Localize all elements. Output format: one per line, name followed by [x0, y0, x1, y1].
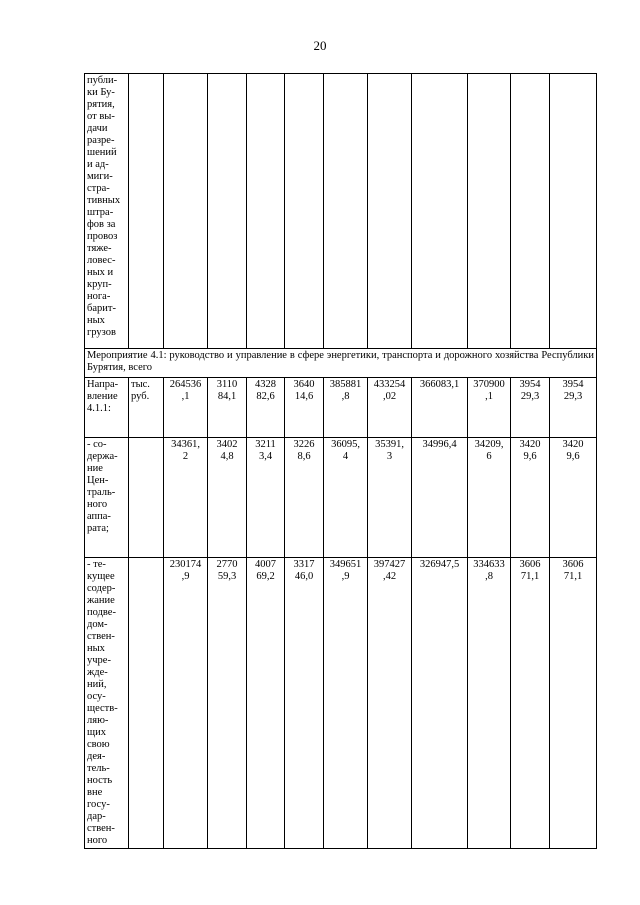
row-name-cell-line: траль-: [87, 487, 116, 498]
value-cell-line: 3606: [562, 559, 584, 570]
value-cell-line: ,02: [382, 391, 397, 402]
empty-cell: [511, 74, 550, 349]
value-cell: [412, 438, 468, 558]
row-name-cell: [85, 438, 129, 558]
row-name-cell-line: ляю-: [87, 715, 109, 726]
row-name-cell-line: рата;: [87, 523, 109, 534]
row-name-cell-line: жание: [87, 595, 115, 606]
value-cell-line: 2770: [216, 559, 238, 570]
row-name-cell: [85, 378, 129, 438]
row-name-cell-line: ки Бу-: [87, 87, 115, 98]
value-cell-line: 84,1: [217, 391, 237, 402]
value-cell: [285, 438, 324, 558]
row-name-cell-line: ние: [87, 463, 103, 474]
value-cell-line: 3954: [562, 379, 584, 390]
value-cell: [208, 378, 247, 438]
value-cell-line: 59,3: [217, 571, 237, 582]
value-cell-line: ,8: [485, 571, 493, 582]
value-cell: [324, 378, 368, 438]
row-name-cell-line: фов за: [87, 219, 116, 230]
value-cell-line: ,9: [341, 571, 350, 582]
value-cell-line: 69,2: [256, 571, 275, 582]
value-cell-line: ,1: [485, 391, 493, 402]
value-cell-line: 34361,: [171, 439, 200, 450]
value-cell-line: 3420: [519, 439, 541, 450]
row-name-cell-line: барит-: [87, 303, 116, 314]
row-name-cell-line: Напра-: [87, 379, 119, 390]
row-name-cell-line: учре-: [87, 655, 111, 666]
value-cell-line: 3110: [216, 379, 238, 390]
row-name-cell-line: Цен-: [87, 475, 109, 486]
value-cell: [164, 378, 208, 438]
row-name-cell-line: госу-: [87, 799, 110, 810]
unit-cell: [129, 378, 164, 438]
value-cell-line: ,1: [181, 391, 190, 402]
value-cell-line: ,8: [341, 391, 350, 402]
value-cell-line: 397427: [373, 559, 406, 570]
row-name-cell-line: нога-: [87, 291, 111, 302]
row-name-cell-line: ловес-: [87, 255, 116, 266]
row-name-cell-line: штра-: [87, 207, 114, 218]
row-name-cell-line: - со-: [87, 439, 107, 450]
value-cell: [550, 378, 597, 438]
row-name-cell-line: тивных: [87, 195, 121, 206]
row-name-cell-line: тяже-: [87, 243, 112, 254]
row-name-cell-line: ществ-: [87, 703, 118, 714]
value-cell-line: 370900: [473, 379, 505, 390]
value-cell-line: 14,6: [294, 391, 314, 402]
value-cell-line: 230174: [169, 559, 202, 570]
row-name-cell-line: щих: [87, 727, 106, 738]
value-cell: [324, 438, 368, 558]
value-cell-line: 366083,1: [419, 379, 460, 390]
table-row: [85, 438, 597, 558]
value-cell: [247, 378, 285, 438]
row-name-cell-line: ных: [87, 315, 105, 326]
value-cell: [247, 438, 285, 558]
row-name-cell-line: дом-: [87, 619, 108, 630]
value-cell: [412, 378, 468, 438]
empty-cell: [368, 74, 412, 349]
value-cell: [550, 438, 597, 558]
value-cell: [511, 438, 550, 558]
row-name-cell-line: осу-: [87, 691, 106, 702]
row-name-cell-line: рятия,: [87, 99, 115, 110]
value-cell-line: 34209,: [474, 439, 504, 450]
row-name-cell-line: держа-: [87, 451, 118, 462]
value-cell-line: 46,0: [294, 571, 314, 582]
empty-cell: [285, 74, 324, 349]
value-cell: [468, 378, 511, 438]
empty-cell: [208, 74, 247, 349]
value-cell-line: 385881: [329, 379, 362, 390]
budget-table: [84, 73, 597, 849]
table-row: [85, 74, 597, 349]
value-cell-line: 326947,5: [419, 559, 460, 570]
value-cell-line: 4328: [255, 379, 276, 390]
measure-heading: Мероприятие 4.1: руководство и управление в сфере энергетики, транспорта и дорожного хозяйства Республики Бурятия, всего: [85, 349, 597, 378]
value-cell-line: 8,6: [297, 451, 311, 462]
value-cell-line: 4007: [255, 559, 276, 570]
row-name-cell-line: стра-: [87, 183, 110, 194]
empty-cell: [129, 74, 164, 349]
row-name-cell-line: ствен-: [87, 823, 115, 834]
row-name-cell-line: ность: [87, 775, 113, 786]
value-cell: [285, 378, 324, 438]
value-cell-line: 35391,: [375, 439, 404, 450]
row-name-cell-line: грузов: [87, 327, 116, 338]
row-name-cell-line: ний,: [87, 679, 107, 690]
value-cell: [285, 558, 324, 849]
value-cell: [368, 558, 412, 849]
value-cell-line: 82,6: [256, 391, 275, 402]
row-name-cell-line: дар-: [87, 811, 106, 822]
row-name-cell-line: вне: [87, 787, 103, 798]
value-cell-line: 9,6: [523, 451, 537, 462]
empty-cell: [412, 74, 468, 349]
row-name-cell-line: миги-: [87, 171, 113, 182]
empty-cell: [164, 74, 208, 349]
table-row: [85, 378, 597, 438]
value-cell-line: ,9: [181, 571, 190, 582]
value-cell: [511, 558, 550, 849]
value-cell: [368, 378, 412, 438]
row-name-cell-line: шений: [87, 147, 117, 158]
row-name-cell-line: тель-: [87, 763, 110, 774]
table-row: [85, 558, 597, 849]
measure-heading-row: [85, 349, 597, 378]
value-cell: [164, 438, 208, 558]
value-cell-line: 3954: [519, 379, 541, 390]
value-cell-line: 29,3: [520, 391, 540, 402]
value-cell-line: 334633: [473, 559, 505, 570]
value-cell-line: 3226: [293, 439, 315, 450]
value-cell: [208, 438, 247, 558]
row-name-cell-line: ных и: [87, 267, 114, 278]
row-name-cell-line: ствен-: [87, 631, 115, 642]
unit-cell: [129, 438, 164, 558]
row-name-cell-line: дачи: [87, 123, 108, 134]
value-cell-line: 433254: [373, 379, 406, 390]
row-name-cell: [85, 74, 129, 349]
value-cell-line: 3: [386, 451, 393, 462]
row-name-cell-line: разре-: [87, 135, 115, 146]
row-name-cell: [85, 558, 129, 849]
row-name-cell-line: кущее: [87, 571, 115, 582]
value-cell-line: 3,4: [258, 451, 273, 462]
value-cell-line: 2: [182, 451, 189, 462]
value-cell-line: 349651: [329, 559, 362, 570]
value-cell-line: 9,6: [566, 451, 580, 462]
unit-cell-line: руб.: [131, 391, 150, 402]
value-cell: [468, 558, 511, 849]
value-cell: [164, 558, 208, 849]
row-name-cell-line: подве-: [87, 607, 116, 618]
value-cell-line: 29,3: [563, 391, 583, 402]
row-name-cell-line: публи-: [87, 75, 118, 86]
row-name-cell-line: аппа-: [87, 511, 111, 522]
row-name-cell-line: 4.1.1:: [87, 403, 111, 414]
value-cell-line: 3420: [562, 439, 584, 450]
value-cell-line: ,42: [382, 571, 397, 582]
value-cell: [550, 558, 597, 849]
value-cell: [511, 378, 550, 438]
value-cell-line: 4,8: [220, 451, 234, 462]
value-cell-line: 6: [486, 451, 492, 462]
value-cell-line: 3640: [293, 379, 315, 390]
value-cell-line: 34996,4: [422, 439, 457, 450]
value-cell: [368, 438, 412, 558]
row-name-cell-line: вление: [87, 391, 118, 402]
value-cell: [412, 558, 468, 849]
row-name-cell-line: жде-: [87, 667, 108, 678]
row-name-cell-line: ных: [87, 643, 105, 654]
unit-cell-line: тыс.: [131, 379, 150, 390]
empty-cell: [324, 74, 368, 349]
row-name-cell-line: - те-: [87, 559, 106, 570]
row-name-cell-line: содер-: [87, 583, 116, 594]
value-cell: [208, 558, 247, 849]
row-name-cell-line: и ад-: [87, 159, 109, 170]
row-name-cell-line: ного: [87, 835, 108, 846]
row-name-cell-line: ного: [87, 499, 108, 510]
row-name-cell-line: дея-: [87, 751, 106, 762]
row-name-cell-line: от вы-: [87, 111, 115, 122]
empty-cell: [550, 74, 597, 349]
row-name-cell-line: свою: [87, 739, 110, 750]
value-cell: [324, 558, 368, 849]
row-name-cell-line: круп-: [87, 279, 112, 290]
value-cell: [247, 558, 285, 849]
value-cell-line: 3317: [293, 559, 315, 570]
value-cell-line: 3402: [216, 439, 238, 450]
value-cell-line: 264536: [169, 379, 202, 390]
value-cell-line: 71,1: [520, 571, 540, 582]
row-name-cell-line: провоз: [87, 231, 118, 242]
empty-cell: [247, 74, 285, 349]
value-cell-line: 3606: [519, 559, 541, 570]
value-cell-line: 36095,: [331, 439, 360, 450]
value-cell-line: 4: [342, 451, 349, 462]
page-number: 20: [313, 38, 327, 53]
unit-cell: [129, 558, 164, 849]
empty-cell: [468, 74, 511, 349]
value-cell-line: 71,1: [563, 571, 583, 582]
value-cell-line: 3211: [255, 439, 276, 450]
value-cell: [468, 438, 511, 558]
